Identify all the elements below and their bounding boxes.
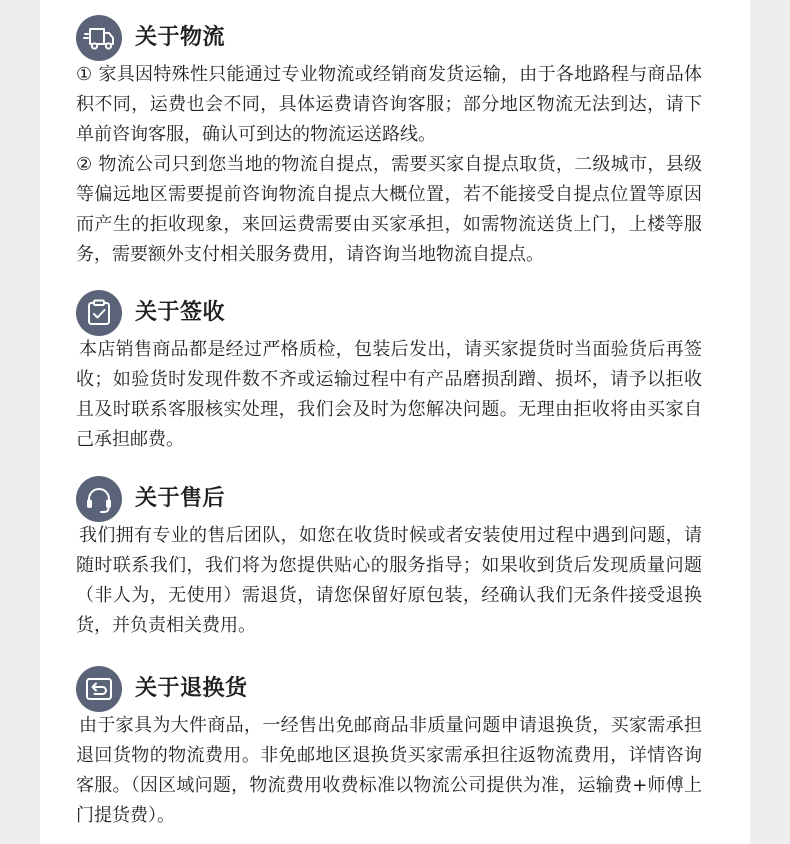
- paragraph-line: 本店销售商品都是经过严格质检，包装后发出，请买家提货时当面验货后再签: [79, 339, 702, 360]
- headset-mic: [101, 508, 109, 512]
- paragraph-line: 而产生的拒收现象，来回运费需要由买家承担，如需物流送货上门，上楼等服: [76, 214, 702, 235]
- paragraph-line: 货，并负责相关费用。: [76, 615, 256, 636]
- section-title: 关于售后: [135, 486, 226, 511]
- clipboard-clip: [94, 301, 104, 306]
- section-returns: [40, 666, 750, 826]
- paragraph-line: 单前咨询客服，确认可到达的物流运送路线。: [76, 124, 436, 145]
- check-mark: [94, 310, 105, 318]
- paragraph-line: 务，需要额外支付相关服务费用，请咨询当地物流自提点。: [76, 244, 544, 265]
- return-box-icon: [76, 666, 122, 712]
- return-box-frame: [87, 679, 111, 699]
- truck-cargo: [90, 29, 104, 44]
- returns-icon-badge: [76, 666, 122, 712]
- paragraph-line: ① 家具因特殊性只能通过专业物流或经销商发货运输，由于各地路程与商品体: [76, 64, 702, 85]
- truck-cab: [104, 33, 113, 44]
- paragraph-line: 己承担邮费。: [76, 429, 184, 450]
- paragraph-line: 且及时联系客服核实处理，我们会及时为您解决问题。无理由拒收将由买家自: [76, 399, 702, 420]
- section-signing: [40, 290, 750, 450]
- section-title: 关于签收: [135, 300, 226, 325]
- section-title: 关于退换货: [135, 676, 248, 701]
- truck-wheel: [92, 43, 97, 48]
- paragraph-line: 门提货费）。: [76, 805, 175, 826]
- headset-band: [89, 489, 109, 502]
- paragraph-line: 收；如验货时发现件数不齐或运输过程中有产品磨损刮蹭、损坏，请予以拒收: [76, 369, 702, 390]
- shipping-icon-badge: [76, 15, 122, 61]
- section-body: [76, 711, 702, 831]
- paragraph-line: 我们拥有专业的售后团队，如您在收货时候或者安装使用过程中遇到问题，请: [79, 525, 702, 546]
- section-body: [76, 335, 702, 455]
- paragraph-line: 等偏远地区需要提前咨询物流自提点大概位置，若不能接受自提点位置等原因: [76, 184, 702, 205]
- headset-ear-cup: [87, 500, 92, 509]
- truck-wheel: [106, 43, 111, 48]
- paragraph-line: 客服。（因区域问题，物流费用收费标准以物流公司提供为准，运输费+师傅上: [76, 775, 702, 796]
- truck-icon: [76, 15, 122, 61]
- paragraph-line: ② 物流公司只到您当地的物流自提点，需要买家自提点取货，二级城市，县级: [76, 154, 702, 175]
- headset-icon: [76, 476, 122, 522]
- clipboard-board: [89, 303, 109, 324]
- paragraph-line: 由于家具为大件商品，一经售出免邮商品非质量问题申请退换货，买家需承担: [79, 715, 702, 736]
- signing-icon-badge: [76, 290, 122, 336]
- after-sales-icon-badge: [76, 476, 122, 522]
- paragraph-line: 退回货物的物流费用。非免邮地区退换货买家需承担往返物流费用，详情咨询: [76, 745, 702, 766]
- section-body: [76, 521, 702, 641]
- paragraph-line: 积不同，运费也会不同，具体运费请咨询客服；部分地区物流无法到达，请下: [76, 94, 702, 115]
- clipboard-check-icon: [76, 290, 122, 336]
- content-panel: [40, 0, 750, 844]
- headset-ear-cup: [106, 500, 111, 509]
- section-after-sales: [40, 476, 750, 636]
- section-title: 关于物流: [135, 25, 226, 50]
- paragraph-line: 随时联系我们，我们将为您提供贴心的服务指导；如果收到货后发现质量问题: [76, 555, 702, 576]
- section-shipping: [40, 15, 750, 265]
- paragraph-line: （非人为，无使用）需退货，请您保留好原包装，经确认我们无条件接受退换: [76, 585, 702, 606]
- section-body: [76, 60, 702, 270]
